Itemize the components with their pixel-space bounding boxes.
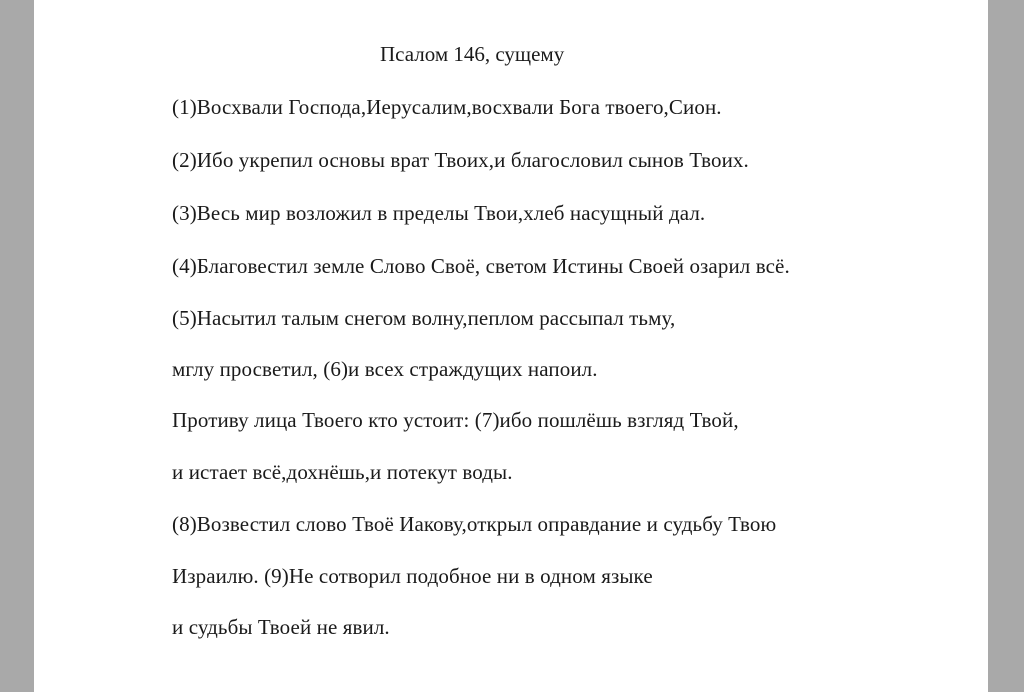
text-line: (3)Весь мир возложил в пределы Твои,хлеб насущный дал. bbox=[172, 201, 706, 225]
text-line: (4)Благовестил земле Слово Своё, светом Истины Своей озарил всё. bbox=[172, 254, 790, 278]
text-line: (8)Возвестил слово Твоё Иакову,открыл оправдание и судьбу Твою bbox=[172, 512, 777, 536]
page-title: Псалом 146, сущему bbox=[380, 42, 565, 66]
text-line: (2)Ибо укрепил основы врат Твоих,и благословил сынов Твоих. bbox=[172, 148, 749, 172]
text-line: Израилю. (9)Не сотворил подобное ни в одном языке bbox=[172, 564, 653, 588]
text-line: и судьбы Твоей не явил. bbox=[172, 615, 390, 639]
text-line: (1)Восхвали Господа,Иерусалим,восхвали Бога твоего,Сион. bbox=[172, 95, 722, 119]
text-line: мглу просветил, (6)и всех страждущих напоил. bbox=[172, 357, 598, 381]
text-line: (5)Насытил талым снегом волну,пеплом рассыпал тьму, bbox=[172, 306, 676, 330]
text-line: Противу лица Твоего кто устоит: (7)ибо пошлёшь взгляд Твой, bbox=[172, 408, 739, 432]
text-line: и истает всё,дохнёшь,и потекут воды. bbox=[172, 460, 513, 484]
document-page bbox=[34, 0, 988, 692]
